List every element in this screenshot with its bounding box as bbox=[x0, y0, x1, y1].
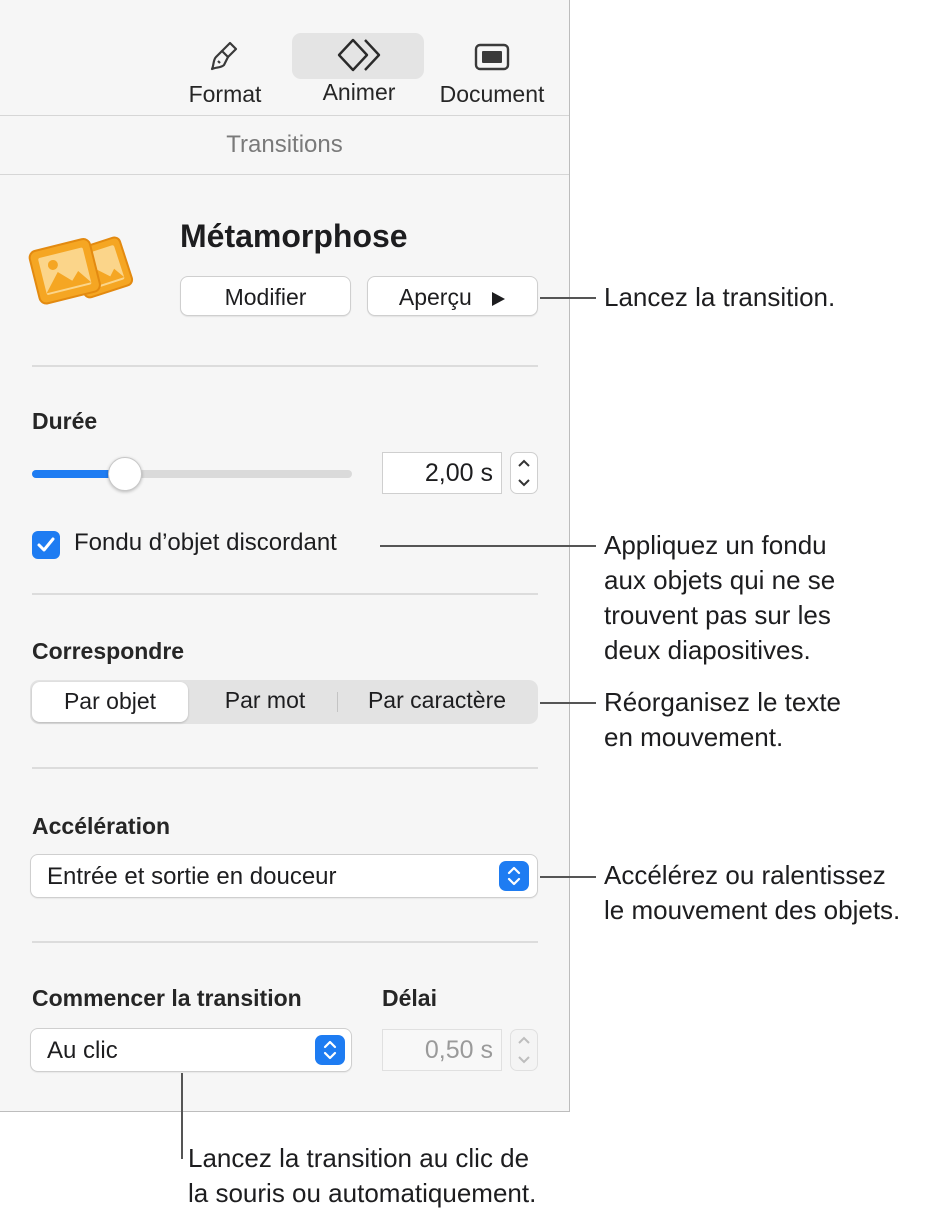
match-segmented-control bbox=[30, 680, 538, 724]
callout-fade-line: aux objets qui ne se bbox=[604, 565, 836, 595]
divider bbox=[32, 593, 538, 595]
callout-accel-line: Accélérez ou ralentissez bbox=[604, 860, 886, 890]
magic-move-transition-icon bbox=[28, 228, 134, 308]
tab-document-label: Document bbox=[439, 81, 545, 107]
segment-by-character[interactable] bbox=[342, 680, 532, 724]
inspector-toolbar bbox=[0, 0, 569, 116]
animate-diamond-icon bbox=[337, 37, 381, 78]
segment-by-object-label: Par objet bbox=[63, 688, 157, 714]
section-title: Transitions bbox=[226, 131, 343, 158]
acceleration-label: Accélération bbox=[32, 813, 171, 839]
duration-slider[interactable] bbox=[32, 470, 352, 478]
duration-field[interactable] bbox=[382, 452, 502, 494]
segment-by-word[interactable] bbox=[196, 680, 334, 724]
callout-start-line: la souris ou automatiquement. bbox=[188, 1178, 537, 1208]
delay-field[interactable] bbox=[382, 1029, 502, 1071]
acceleration-value: Entrée et sortie en douceur bbox=[47, 863, 337, 890]
callout-start-line: Lancez la transition au clic de bbox=[188, 1143, 530, 1173]
callout-match-line: en mouvement. bbox=[604, 722, 784, 752]
callout-line-fade bbox=[380, 545, 596, 547]
modify-button[interactable] bbox=[180, 276, 351, 316]
fade-checkbox[interactable] bbox=[32, 531, 60, 559]
stepper-down-icon[interactable] bbox=[511, 1050, 537, 1070]
stepper-up-icon[interactable] bbox=[511, 1030, 537, 1050]
start-transition-label: Commencer la transition bbox=[32, 985, 302, 1011]
callout-preview: Lancez la transition. bbox=[604, 282, 836, 312]
paintbrush-icon bbox=[208, 39, 242, 78]
delay-value: 0,50 s bbox=[424, 1036, 493, 1064]
stepper-up-icon[interactable] bbox=[511, 453, 537, 473]
tab-format-label: Format bbox=[188, 81, 262, 107]
callout-acceleration bbox=[604, 858, 900, 928]
callout-fade-line: deux diapositives. bbox=[604, 635, 811, 665]
updown-chevron-icon bbox=[315, 1035, 345, 1065]
callout-line-preview bbox=[540, 297, 596, 299]
start-transition-value: Au clic bbox=[47, 1037, 118, 1064]
segment-by-word-label: Par mot bbox=[224, 687, 306, 713]
callout-start bbox=[188, 1141, 536, 1211]
tab-animate[interactable] bbox=[296, 33, 422, 113]
callout-fade-line: Appliquez un fondu bbox=[604, 530, 827, 560]
segment-separator bbox=[337, 692, 338, 712]
updown-chevron-icon bbox=[499, 861, 529, 891]
duration-stepper[interactable] bbox=[510, 452, 538, 494]
checkmark-icon bbox=[36, 536, 56, 554]
acceleration-popup[interactable] bbox=[30, 854, 538, 898]
transition-name: Métamorphose bbox=[180, 218, 408, 254]
transitions-section-header bbox=[0, 116, 569, 175]
duration-label: Durée bbox=[32, 408, 98, 434]
callout-line-start bbox=[181, 1073, 183, 1159]
callout-fade bbox=[604, 528, 835, 668]
tab-document[interactable] bbox=[432, 33, 552, 113]
segment-by-character-label: Par caractère bbox=[367, 687, 507, 713]
divider bbox=[32, 365, 538, 367]
delay-stepper[interactable] bbox=[510, 1029, 538, 1071]
tab-animate-label: Animer bbox=[322, 79, 396, 105]
callout-line-match bbox=[540, 702, 596, 704]
callout-fade-line: trouvent pas sur les bbox=[604, 600, 831, 630]
preview-button-label: Aperçu bbox=[398, 284, 472, 310]
tab-format[interactable] bbox=[170, 33, 280, 113]
modify-button-label: Modifier bbox=[224, 284, 307, 310]
segment-by-object[interactable] bbox=[32, 682, 188, 722]
divider bbox=[32, 767, 538, 769]
stepper-down-icon[interactable] bbox=[511, 473, 537, 493]
delay-label: Délai bbox=[382, 985, 437, 1011]
start-transition-popup[interactable] bbox=[30, 1028, 352, 1072]
play-icon bbox=[490, 291, 506, 307]
callout-line-acceleration bbox=[540, 876, 596, 878]
preview-button[interactable] bbox=[367, 276, 538, 316]
duration-slider-knob[interactable] bbox=[108, 457, 142, 491]
duration-value: 2,00 s bbox=[424, 459, 493, 487]
callout-match-line: Réorganisez le texte bbox=[604, 687, 842, 717]
fade-checkbox-label: Fondu d’objet discordant bbox=[74, 529, 337, 556]
callout-match bbox=[604, 685, 841, 755]
divider bbox=[32, 941, 538, 943]
match-label: Correspondre bbox=[32, 638, 185, 664]
callout-accel-line: le mouvement des objets. bbox=[604, 895, 901, 925]
document-icon bbox=[474, 43, 510, 76]
